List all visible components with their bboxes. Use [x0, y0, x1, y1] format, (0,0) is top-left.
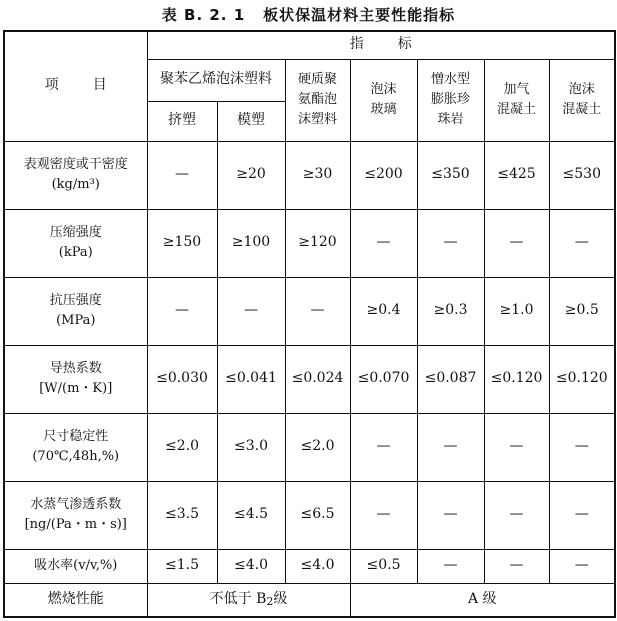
value-cell: — [417, 209, 484, 277]
spec-header: 指 标 [147, 31, 615, 59]
row-unit: (MPa) [56, 313, 96, 328]
perlite-header-line: 膨胀珍 [430, 91, 470, 107]
value-cell: — [417, 481, 484, 549]
value-cell: — [285, 277, 350, 345]
value-cell: ≥100 [217, 209, 285, 277]
aerated-header-line: 加气 [503, 81, 530, 97]
value-cell: — [484, 549, 549, 583]
row-unit: [ng/(Pa・m・s)] [24, 517, 127, 532]
table-row [4, 549, 615, 583]
value-cell: ≥1.0 [484, 277, 549, 345]
value-cell: ≤3.0 [217, 413, 285, 481]
pu-header [285, 59, 350, 141]
value-cell: — [147, 141, 217, 209]
value-cell: ≥20 [217, 141, 285, 209]
performance-table [3, 30, 616, 618]
table-row [4, 345, 615, 413]
foam-concrete-header [549, 59, 615, 141]
value-cell: ≤425 [484, 141, 549, 209]
pu-header-line: 氨酯泡 [297, 91, 337, 107]
perlite-header [417, 59, 484, 141]
value-cell: — [350, 209, 417, 277]
value-cell: — [484, 481, 549, 549]
aerated-concrete-header [484, 59, 549, 141]
row-name: 吸水率(v/v,%) [34, 557, 118, 573]
row-unit: (kg/m³) [51, 177, 100, 192]
value-cell: — [217, 277, 285, 345]
combustion-subscript: 2 [266, 594, 274, 608]
foam-concrete-header-line: 泡沫 [568, 81, 595, 97]
value-cell: ≤3.5 [147, 481, 217, 549]
foam-concrete-header-line: 混凝土 [562, 102, 602, 117]
row-name: 抗压强度 [49, 292, 102, 308]
row-label: 燃烧性能 [4, 583, 147, 617]
value-cell: ≤0.041 [217, 345, 285, 413]
value-cell: ≤200 [350, 141, 417, 209]
row-name: 压缩强度 [49, 224, 102, 240]
combustion-row [4, 583, 615, 617]
value-cell: — [417, 549, 484, 583]
value-cell: — [484, 413, 549, 481]
row-unit: (70℃,48h,%) [32, 449, 120, 464]
table-row [4, 209, 615, 277]
value-cell: ≤350 [417, 141, 484, 209]
row-name: 尺寸稳定性 [43, 428, 109, 444]
organic-combustion-cell [147, 583, 350, 617]
value-cell: ≤2.0 [285, 413, 350, 481]
value-cell: ≤530 [549, 141, 615, 209]
value-cell: ≥150 [147, 209, 217, 277]
value-cell: ≥120 [285, 209, 350, 277]
value-cell: ≤4.0 [217, 549, 285, 583]
table-number: 表 B. 2. 1 [161, 6, 246, 24]
eps-group-header: 聚苯乙烯泡沫塑料 [147, 59, 285, 101]
value-cell: ≤0.087 [417, 345, 484, 413]
table-row [4, 141, 615, 209]
combustion-suffix: 级 [273, 590, 288, 607]
value-cell: ≤1.5 [147, 549, 217, 583]
molded-header: 模塑 [217, 101, 285, 141]
value-cell: — [350, 413, 417, 481]
value-cell: — [549, 413, 615, 481]
value-cell: — [417, 413, 484, 481]
row-label [4, 141, 147, 209]
value-cell: ≤4.0 [285, 549, 350, 583]
value-cell: — [549, 209, 615, 277]
combustion-prefix: 不低于 B [209, 590, 267, 607]
row-name: 表观密度或干密度 [23, 156, 128, 172]
row-unit: (kPa) [58, 245, 93, 260]
value-cell: ≤0.120 [484, 345, 549, 413]
header-row-1 [4, 31, 615, 59]
value-cell: ≤0.030 [147, 345, 217, 413]
table-caption: 板状保温材料主要性能指标 [263, 6, 456, 24]
value-cell: ≤4.5 [217, 481, 285, 549]
value-cell: ≥0.4 [350, 277, 417, 345]
inorganic-combustion-cell: A 级 [350, 583, 615, 617]
pu-header-line: 沫塑料 [297, 112, 337, 128]
row-label [4, 209, 147, 277]
row-label [4, 481, 147, 549]
value-cell: ≤0.120 [549, 345, 615, 413]
aerated-header-line: 混凝土 [496, 102, 536, 117]
value-cell: — [350, 481, 417, 549]
foam-glass-header [350, 59, 417, 141]
table-row [4, 277, 615, 345]
value-cell: ≥0.5 [549, 277, 615, 345]
value-cell: ≤2.0 [147, 413, 217, 481]
value-cell: ≤0.024 [285, 345, 350, 413]
row-label [4, 277, 147, 345]
table-row [4, 413, 615, 481]
value-cell: ≤0.5 [350, 549, 417, 583]
value-cell: ≥0.3 [417, 277, 484, 345]
row-label [4, 413, 147, 481]
table-row [4, 481, 615, 549]
row-label [4, 345, 147, 413]
value-cell: — [484, 209, 549, 277]
value-cell: ≥30 [285, 141, 350, 209]
value-cell: ≤6.5 [285, 481, 350, 549]
row-unit: [W/(m・K)] [39, 381, 113, 396]
table-title [0, 4, 617, 25]
row-name: 水蒸气渗透系数 [30, 496, 122, 512]
value-cell: — [549, 481, 615, 549]
perlite-header-line: 憎水型 [430, 71, 470, 87]
value-cell: — [549, 549, 615, 583]
row-name: 导热系数 [49, 360, 102, 376]
pu-header-line: 硬质聚 [297, 71, 337, 87]
item-header: 项 目 [4, 31, 147, 141]
extruded-header: 挤塑 [147, 101, 217, 141]
value-cell: ≤0.070 [350, 345, 417, 413]
foam-glass-header-line: 泡沫 [370, 81, 397, 97]
row-label [4, 549, 147, 583]
perlite-header-line: 珠岩 [437, 112, 464, 128]
value-cell: — [147, 277, 217, 345]
foam-glass-header-line: 玻璃 [370, 102, 397, 117]
